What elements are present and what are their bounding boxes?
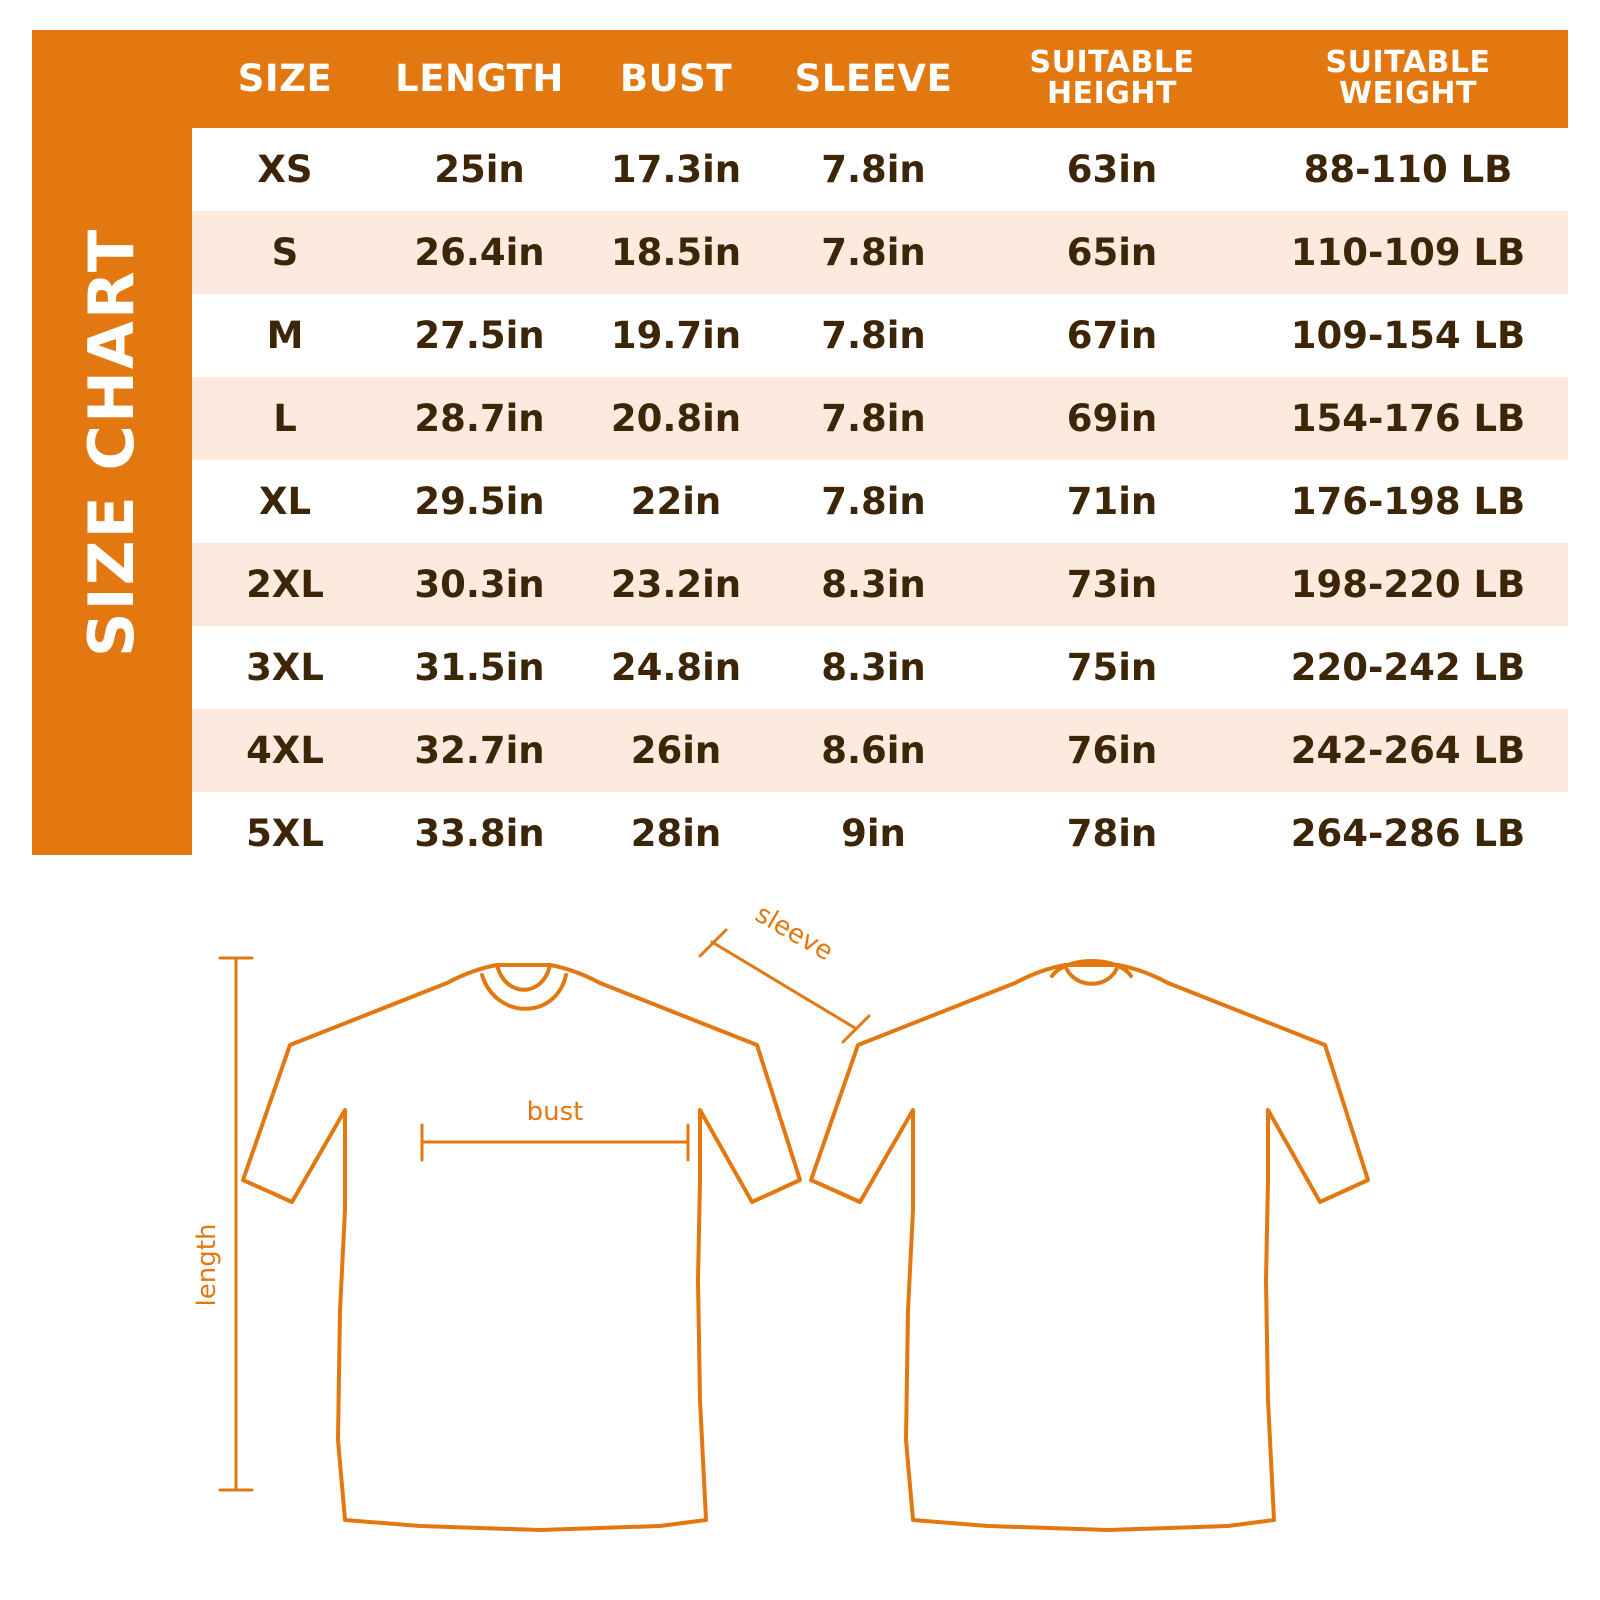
table-body	[192, 128, 1568, 875]
column-header-suitable-height-line2: HEIGHT	[1047, 76, 1177, 111]
table-row	[192, 792, 1568, 875]
column-header-bust-line1: BUST	[619, 56, 733, 100]
cell-bust: 17.3in	[581, 128, 771, 211]
bust-label: bust	[526, 1097, 584, 1127]
cell-sleeve: 7.8in	[771, 294, 976, 377]
cell-length: 27.5in	[378, 294, 581, 377]
table-row	[192, 128, 1568, 211]
cell-weight: 220-242 LB	[1248, 626, 1568, 709]
cell-length: 32.7in	[378, 709, 581, 792]
sleeve-label: sleeve	[750, 899, 838, 968]
cell-weight: 198-220 LB	[1248, 543, 1568, 626]
size-chart-panel	[32, 30, 1568, 855]
size-chart-table	[192, 30, 1568, 875]
cell-length: 26.4in	[378, 211, 581, 294]
table-row	[192, 294, 1568, 377]
column-header-suitable-weight	[1248, 30, 1568, 128]
cell-bust: 23.2in	[581, 543, 771, 626]
table-row	[192, 460, 1568, 543]
column-header-length	[378, 30, 581, 128]
cell-bust: 19.7in	[581, 294, 771, 377]
cell-size: 3XL	[192, 626, 378, 709]
cell-weight: 110-109 LB	[1248, 211, 1568, 294]
sleeve-dimension	[700, 930, 869, 1042]
cell-size: S	[192, 211, 378, 294]
cell-weight: 88-110 LB	[1248, 128, 1568, 211]
page-title-text: SIZE CHART	[75, 227, 149, 658]
cell-length: 28.7in	[378, 377, 581, 460]
cell-height: 69in	[976, 377, 1248, 460]
cell-sleeve: 7.8in	[771, 460, 976, 543]
tshirt-front-icon	[243, 965, 800, 1530]
tshirt-back-icon	[811, 961, 1368, 1530]
cell-height: 78in	[976, 792, 1248, 875]
cell-sleeve: 7.8in	[771, 211, 976, 294]
cell-bust: 20.8in	[581, 377, 771, 460]
bust-dimension	[422, 1125, 688, 1160]
cell-size: XS	[192, 128, 378, 211]
cell-bust: 28in	[581, 792, 771, 875]
cell-size: 2XL	[192, 543, 378, 626]
cell-length: 31.5in	[378, 626, 581, 709]
cell-length: 25in	[378, 128, 581, 211]
column-header-size	[192, 30, 378, 128]
column-header-suitable-weight-line2: WEIGHT	[1339, 76, 1477, 111]
cell-weight: 154-176 LB	[1248, 377, 1568, 460]
cell-height: 76in	[976, 709, 1248, 792]
column-header-suitable-weight-line1: SUITABLE	[1325, 45, 1491, 81]
table-header-row	[192, 30, 1568, 128]
cell-height: 73in	[976, 543, 1248, 626]
page-title	[32, 30, 192, 855]
column-header-length-line1: LENGTH	[395, 56, 564, 100]
cell-height: 63in	[976, 128, 1248, 211]
table-row	[192, 543, 1568, 626]
cell-length: 30.3in	[378, 543, 581, 626]
table-row	[192, 211, 1568, 294]
cell-size: 5XL	[192, 792, 378, 875]
cell-sleeve: 8.3in	[771, 626, 976, 709]
cell-sleeve: 8.6in	[771, 709, 976, 792]
cell-sleeve: 8.3in	[771, 543, 976, 626]
table-row	[192, 626, 1568, 709]
length-label: length	[192, 1223, 222, 1307]
cell-weight: 242-264 LB	[1248, 709, 1568, 792]
cell-size: L	[192, 377, 378, 460]
cell-weight: 176-198 LB	[1248, 460, 1568, 543]
column-header-sleeve-line1: SLEEVE	[794, 56, 953, 100]
cell-height: 71in	[976, 460, 1248, 543]
column-header-sleeve	[771, 30, 976, 128]
cell-length: 29.5in	[378, 460, 581, 543]
cell-bust: 26in	[581, 709, 771, 792]
measurement-diagram	[0, 880, 1600, 1580]
table-header	[192, 30, 1568, 128]
table-row	[192, 709, 1568, 792]
cell-length: 33.8in	[378, 792, 581, 875]
cell-sleeve: 7.8in	[771, 377, 976, 460]
table-row	[192, 377, 1568, 460]
cell-bust: 18.5in	[581, 211, 771, 294]
cell-bust: 24.8in	[581, 626, 771, 709]
cell-weight: 109-154 LB	[1248, 294, 1568, 377]
cell-height: 65in	[976, 211, 1248, 294]
cell-height: 67in	[976, 294, 1248, 377]
cell-weight: 264-286 LB	[1248, 792, 1568, 875]
column-header-bust	[581, 30, 771, 128]
cell-height: 75in	[976, 626, 1248, 709]
cell-sleeve: 9in	[771, 792, 976, 875]
length-dimension	[220, 958, 252, 1490]
column-header-suitable-height-line1: SUITABLE	[1029, 45, 1195, 81]
cell-sleeve: 7.8in	[771, 128, 976, 211]
cell-size: 4XL	[192, 709, 378, 792]
column-header-suitable-height	[976, 30, 1248, 128]
cell-size: XL	[192, 460, 378, 543]
column-header-size-line1: SIZE	[237, 56, 333, 100]
cell-size: M	[192, 294, 378, 377]
cell-bust: 22in	[581, 460, 771, 543]
